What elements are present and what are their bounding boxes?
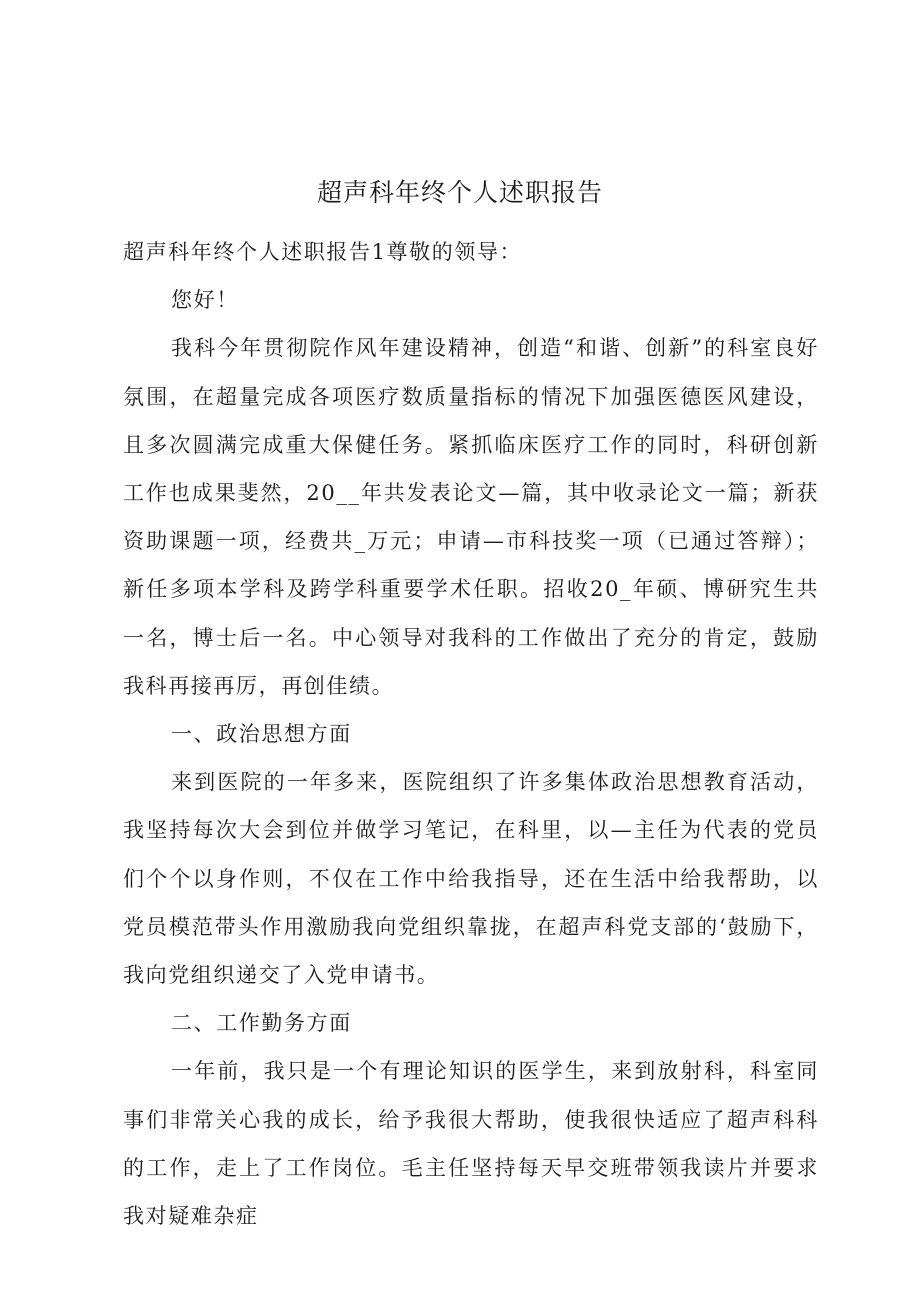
section-heading-work: 二、工作勤务方面 <box>171 1011 352 1036</box>
document-title: 超声科年终个人述职报告 <box>316 178 603 207</box>
opening-line: 超声科年终个人述职报告1尊敬的领导： <box>123 240 523 264</box>
section-paragraph-work: 一年前，我只是一个有理论知识的医学生，来到放射科，科室同事们非常关心我的成长，给予我很大帮助，使我很快适应了超声科科的工作，走上了工作岗位。毛主任坚持每天早交班带领我读片并要求我对疑难杂症 <box>123 1059 819 1229</box>
intro-paragraph: 我科今年贯彻院作风年建设精神，创造“和谐、创新”的科室良好氛围，在超量完成各项医疗数质量指标的情况下加强医德医风建设，且多次圆满完成重大保健任务。紧抓临床医疗工作的同时，科研创新工作也成果斐然，20__年共发表论文—篇，其中收录论文一篇；新获资助课题一项，经费共_万元；申请—市科技奖一项（已通过答辩）；新任多项本学科及跨学科重要学术任职。招收20_年硕、博研究生共一名，博士后一名。中心领导对我科的工作做出了充分的肯定，鼓励我科再接再厉，再创佳绩。 <box>123 336 819 698</box>
document-body <box>123 228 819 1240</box>
greeting-line: 您好！ <box>171 288 239 313</box>
section-heading-political: 一、政治思想方面 <box>171 722 352 747</box>
section-paragraph-political: 来到医院的一年多来，医院组织了许多集体政治思想教育活动，我坚持每次大会到位并做学习笔记，在科里，以—主任为代表的党员们个个以身作则，不仅在工作中给我指导，还在生活中给我帮助，以党员模范带头作用激励我向党组织靠拢，在超声科党支部的‘鼓励下，我向党组织递交了入党申请书。 <box>123 770 819 988</box>
